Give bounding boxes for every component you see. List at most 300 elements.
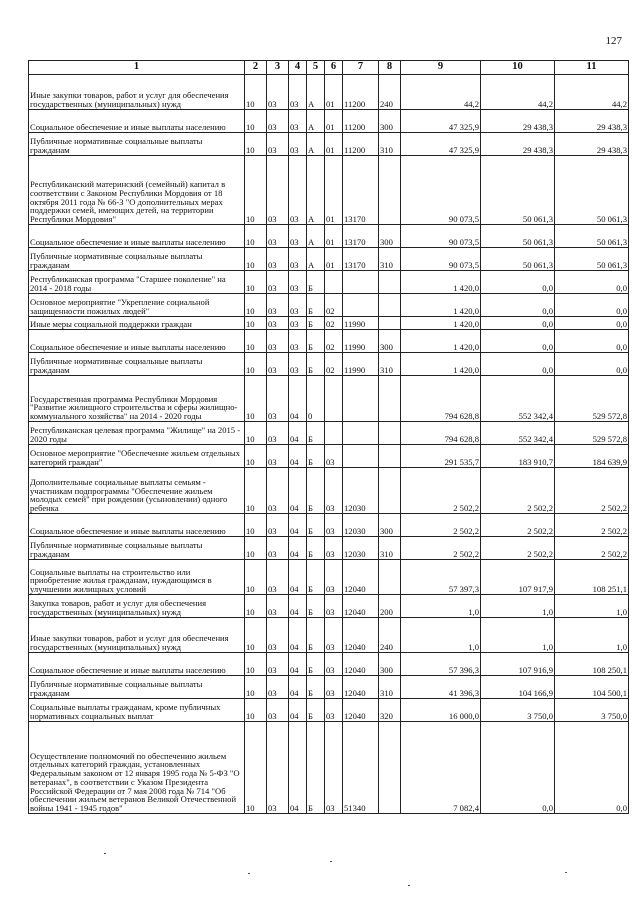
code-cell: 03 xyxy=(267,353,289,376)
code-cell: 03 xyxy=(325,468,343,514)
row-name-cell: Иные закупки товаров, работ и услуг для обеспечения государственных (муниципальных) нужд xyxy=(29,618,245,653)
code-cell: 01 xyxy=(325,156,343,225)
amount-cell: 1,0 xyxy=(481,595,555,618)
amount-cell: 2 502,2 xyxy=(555,537,629,560)
scan-speck xyxy=(104,853,106,854)
amount-cell: 0,0 xyxy=(481,722,555,814)
code-cell: Б xyxy=(307,653,325,676)
amount-cell: 50 061,3 xyxy=(555,156,629,225)
code-cell: 11990 xyxy=(343,330,379,353)
amount-cell: 1 420,0 xyxy=(401,317,481,330)
column-header: 7 xyxy=(343,61,379,75)
code-cell xyxy=(325,422,343,445)
code-cell: 320 xyxy=(379,699,401,722)
code-cell: 12030 xyxy=(343,537,379,560)
column-header: 4 xyxy=(289,61,307,75)
code-cell: 310 xyxy=(379,676,401,699)
code-cell xyxy=(379,156,401,225)
header-row xyxy=(29,61,629,75)
column-header: 10 xyxy=(481,61,555,75)
code-cell: 03 xyxy=(325,618,343,653)
code-cell xyxy=(379,376,401,422)
amount-cell: 50 061,3 xyxy=(481,248,555,271)
column-header: 11 xyxy=(555,61,629,75)
amount-cell: 50 061,3 xyxy=(481,156,555,225)
amount-cell: 0,0 xyxy=(555,294,629,317)
amount-cell: 3 750,0 xyxy=(481,699,555,722)
amount-cell: 1,0 xyxy=(401,618,481,653)
code-cell: 03 xyxy=(267,537,289,560)
code-cell: 13170 xyxy=(343,156,379,225)
table-row xyxy=(29,514,629,537)
row-name-cell: Публичные нормативные социальные выплаты гражданам xyxy=(29,676,245,699)
code-cell: 12040 xyxy=(343,560,379,595)
code-cell: 04 xyxy=(289,514,307,537)
amount-cell: 0,0 xyxy=(481,294,555,317)
code-cell: 03 xyxy=(289,225,307,248)
amount-cell: 50 061,3 xyxy=(555,248,629,271)
code-cell: А xyxy=(307,248,325,271)
code-cell xyxy=(325,271,343,294)
code-cell: 10 xyxy=(245,595,267,618)
table-row xyxy=(29,156,629,225)
table-row xyxy=(29,468,629,514)
code-cell: Б xyxy=(307,618,325,653)
budget-table xyxy=(28,60,629,814)
row-name-cell: Социальное обеспечение и иные выплаты населению xyxy=(29,110,245,133)
code-cell: Б xyxy=(307,294,325,317)
code-cell: 03 xyxy=(289,110,307,133)
code-cell: 03 xyxy=(267,653,289,676)
code-cell: 10 xyxy=(245,699,267,722)
row-name-cell: Социальное обеспечение и иные выплаты населению xyxy=(29,225,245,248)
amount-cell: 0,0 xyxy=(555,271,629,294)
code-cell: 03 xyxy=(267,376,289,422)
code-cell: 12040 xyxy=(343,653,379,676)
amount-cell: 3 750,0 xyxy=(555,699,629,722)
code-cell: 03 xyxy=(267,595,289,618)
table-row xyxy=(29,330,629,353)
table-row xyxy=(29,722,629,814)
code-cell: 03 xyxy=(289,271,307,294)
scan-speck xyxy=(330,861,332,862)
code-cell: 02 xyxy=(325,317,343,330)
row-name-cell: Публичные нормативные социальные выплаты гражданам xyxy=(29,353,245,376)
amount-cell: 2 502,2 xyxy=(401,468,481,514)
amount-cell: 1,0 xyxy=(555,595,629,618)
amount-cell: 107 917,9 xyxy=(481,560,555,595)
code-cell: 310 xyxy=(379,353,401,376)
code-cell xyxy=(379,294,401,317)
code-cell: 04 xyxy=(289,560,307,595)
row-name-cell: Основное мероприятие "Обеспечение жильем отдельных категорий граждан" xyxy=(29,445,245,468)
code-cell: 03 xyxy=(289,156,307,225)
amount-cell: 552 342,4 xyxy=(481,376,555,422)
code-cell: Б xyxy=(307,317,325,330)
row-name-cell: Социальное обеспечение и иные выплаты населению xyxy=(29,653,245,676)
code-cell xyxy=(343,422,379,445)
code-cell: 03 xyxy=(267,560,289,595)
amount-cell: 16 000,0 xyxy=(401,699,481,722)
code-cell: 10 xyxy=(245,514,267,537)
amount-cell: 2 502,2 xyxy=(555,514,629,537)
code-cell: 240 xyxy=(379,618,401,653)
code-cell: Б xyxy=(307,271,325,294)
amount-cell: 1 420,0 xyxy=(401,294,481,317)
code-cell: 10 xyxy=(245,330,267,353)
column-header: 2 xyxy=(245,61,267,75)
amount-cell: 29 438,3 xyxy=(481,110,555,133)
code-cell: 12040 xyxy=(343,699,379,722)
code-cell: 10 xyxy=(245,537,267,560)
table-row xyxy=(29,248,629,271)
code-cell: 11200 xyxy=(343,133,379,156)
column-header: 6 xyxy=(325,61,343,75)
code-cell: 03 xyxy=(267,722,289,814)
amount-cell: 0,0 xyxy=(481,353,555,376)
code-cell: А xyxy=(307,156,325,225)
amount-cell: 29 438,3 xyxy=(555,110,629,133)
code-cell: 03 xyxy=(289,133,307,156)
code-cell xyxy=(379,317,401,330)
amount-cell: 529 572,8 xyxy=(555,376,629,422)
code-cell: 300 xyxy=(379,110,401,133)
code-cell: 10 xyxy=(245,353,267,376)
code-cell: 03 xyxy=(267,330,289,353)
table-row xyxy=(29,699,629,722)
row-name-cell: Публичные нормативные социальные выплаты гражданам xyxy=(29,537,245,560)
code-cell: 10 xyxy=(245,294,267,317)
code-cell: Б xyxy=(307,676,325,699)
code-cell: 300 xyxy=(379,653,401,676)
amount-cell: 47 325,9 xyxy=(401,110,481,133)
row-name-cell: Закупка товаров, работ и услуг для обеспечения государственных (муниципальных) нужд xyxy=(29,595,245,618)
code-cell: 12030 xyxy=(343,468,379,514)
code-cell: 03 xyxy=(325,699,343,722)
code-cell: 300 xyxy=(379,330,401,353)
code-cell: 01 xyxy=(325,133,343,156)
code-cell: 12040 xyxy=(343,676,379,699)
code-cell: 310 xyxy=(379,537,401,560)
amount-cell: 552 342,4 xyxy=(481,422,555,445)
row-name-cell: Основное мероприятие "Укрепление социальной защищенности пожилых людей" xyxy=(29,294,245,317)
code-cell: 11200 xyxy=(343,110,379,133)
code-cell: 10 xyxy=(245,560,267,595)
amount-cell: 0,0 xyxy=(555,722,629,814)
code-cell: 04 xyxy=(289,445,307,468)
code-cell: 03 xyxy=(289,248,307,271)
amount-cell: 183 910,7 xyxy=(481,445,555,468)
amount-cell: 57 397,3 xyxy=(401,560,481,595)
code-cell: 0 xyxy=(307,376,325,422)
table-body xyxy=(29,75,629,814)
code-cell: 04 xyxy=(289,699,307,722)
code-cell: 10 xyxy=(245,722,267,814)
code-cell: Б xyxy=(307,330,325,353)
code-cell: 03 xyxy=(325,595,343,618)
code-cell: А xyxy=(307,110,325,133)
code-cell: 03 xyxy=(325,676,343,699)
code-cell: 04 xyxy=(289,422,307,445)
amount-cell: 0,0 xyxy=(481,317,555,330)
code-cell: 10 xyxy=(245,225,267,248)
code-cell xyxy=(379,722,401,814)
amount-cell: 47 325,9 xyxy=(401,133,481,156)
amount-cell: 44,2 xyxy=(555,75,629,110)
table-row xyxy=(29,445,629,468)
row-name-cell: Иные меры социальной поддержки граждан xyxy=(29,317,245,330)
code-cell: 03 xyxy=(267,75,289,110)
table-row xyxy=(29,353,629,376)
amount-cell: 2 502,2 xyxy=(401,514,481,537)
row-name-cell: Государственная программа Республики Мордовия "Развитие жилищного строительства и сферы жилищно-коммунального хозяйства" на 2014 - 2020 годы xyxy=(29,376,245,422)
code-cell: 03 xyxy=(325,560,343,595)
code-cell: 02 xyxy=(325,330,343,353)
amount-cell: 2 502,2 xyxy=(481,514,555,537)
amount-cell: 104 166,9 xyxy=(481,676,555,699)
column-header: 9 xyxy=(401,61,481,75)
amount-cell: 41 396,3 xyxy=(401,676,481,699)
code-cell: 10 xyxy=(245,248,267,271)
code-cell: 03 xyxy=(267,156,289,225)
amount-cell: 108 251,1 xyxy=(555,560,629,595)
amount-cell: 50 061,3 xyxy=(481,225,555,248)
code-cell: 04 xyxy=(289,653,307,676)
code-cell: 13170 xyxy=(343,225,379,248)
code-cell: Б xyxy=(307,514,325,537)
code-cell: 03 xyxy=(325,445,343,468)
table-row xyxy=(29,133,629,156)
code-cell xyxy=(343,271,379,294)
code-cell: 300 xyxy=(379,225,401,248)
column-header: 1 xyxy=(29,61,245,75)
code-cell: 13170 xyxy=(343,248,379,271)
code-cell: 12040 xyxy=(343,618,379,653)
column-header: 8 xyxy=(379,61,401,75)
table-row xyxy=(29,653,629,676)
amount-cell: 1 420,0 xyxy=(401,330,481,353)
code-cell: 04 xyxy=(289,618,307,653)
code-cell: 03 xyxy=(267,514,289,537)
row-name-cell: Публичные нормативные социальные выплаты гражданам xyxy=(29,248,245,271)
code-cell: Б xyxy=(307,537,325,560)
code-cell: 10 xyxy=(245,317,267,330)
table-row xyxy=(29,376,629,422)
table-row xyxy=(29,317,629,330)
code-cell: 04 xyxy=(289,468,307,514)
code-cell: 10 xyxy=(245,133,267,156)
table-row xyxy=(29,110,629,133)
amount-cell: 29 438,3 xyxy=(481,133,555,156)
code-cell: 03 xyxy=(289,294,307,317)
code-cell xyxy=(343,445,379,468)
code-cell xyxy=(379,445,401,468)
amount-cell: 1,0 xyxy=(555,618,629,653)
amount-cell: 1 420,0 xyxy=(401,353,481,376)
code-cell xyxy=(325,376,343,422)
code-cell: 03 xyxy=(267,699,289,722)
amount-cell: 29 438,3 xyxy=(555,133,629,156)
table-row xyxy=(29,560,629,595)
code-cell: 310 xyxy=(379,248,401,271)
amount-cell: 2 502,2 xyxy=(555,468,629,514)
amount-cell: 794 628,8 xyxy=(401,422,481,445)
code-cell: А xyxy=(307,75,325,110)
table-row xyxy=(29,422,629,445)
amount-cell: 44,2 xyxy=(401,75,481,110)
code-cell: 02 xyxy=(325,353,343,376)
amount-cell: 57 396,3 xyxy=(401,653,481,676)
code-cell: 51340 xyxy=(343,722,379,814)
code-cell: 03 xyxy=(267,294,289,317)
code-cell xyxy=(379,468,401,514)
amount-cell: 104 500,1 xyxy=(555,676,629,699)
table-row xyxy=(29,75,629,110)
scan-speck xyxy=(248,873,250,874)
amount-cell: 794 628,8 xyxy=(401,376,481,422)
code-cell: 03 xyxy=(267,422,289,445)
code-cell: Б xyxy=(307,353,325,376)
code-cell: 03 xyxy=(325,653,343,676)
code-cell: 01 xyxy=(325,248,343,271)
code-cell: 03 xyxy=(325,537,343,560)
row-name-cell: Социальное обеспечение и иные выплаты населению xyxy=(29,330,245,353)
code-cell: 01 xyxy=(325,225,343,248)
code-cell: Б xyxy=(307,422,325,445)
amount-cell: 0,0 xyxy=(555,353,629,376)
row-name-cell: Социальное обеспечение и иные выплаты населению xyxy=(29,514,245,537)
code-cell: 02 xyxy=(325,294,343,317)
code-cell xyxy=(379,560,401,595)
code-cell: 10 xyxy=(245,676,267,699)
code-cell: Б xyxy=(307,699,325,722)
amount-cell: 529 572,8 xyxy=(555,422,629,445)
code-cell: 03 xyxy=(267,468,289,514)
code-cell: 11990 xyxy=(343,353,379,376)
amount-cell: 90 073,5 xyxy=(401,225,481,248)
code-cell: 03 xyxy=(267,317,289,330)
amount-cell: 2 502,2 xyxy=(481,537,555,560)
code-cell: А xyxy=(307,225,325,248)
code-cell: 10 xyxy=(245,110,267,133)
code-cell: 10 xyxy=(245,376,267,422)
table-row xyxy=(29,595,629,618)
code-cell: 03 xyxy=(325,722,343,814)
code-cell: 03 xyxy=(289,330,307,353)
amount-cell: 50 061,3 xyxy=(555,225,629,248)
code-cell: 01 xyxy=(325,75,343,110)
code-cell: 04 xyxy=(289,595,307,618)
amount-cell: 0,0 xyxy=(555,330,629,353)
amount-cell: 1,0 xyxy=(401,595,481,618)
column-header: 3 xyxy=(267,61,289,75)
amount-cell: 90 073,5 xyxy=(401,248,481,271)
row-name-cell: Осуществление полномочий по обеспечению жильем отдельных категорий граждан, установленных Федеральным законом от 12 января 1995 года № 5-ФЗ "О ветеранах", в соответствии с Указом Президента Российской Федерации от 7 мая 2008 года № 714 "Об обеспечении жильем ветеранов Великой Отечественной войны 1941 - 1945 годов" xyxy=(29,722,245,814)
code-cell: 200 xyxy=(379,595,401,618)
amount-cell: 107 916,9 xyxy=(481,653,555,676)
code-cell: 03 xyxy=(267,248,289,271)
code-cell: 03 xyxy=(267,676,289,699)
amount-cell: 291 535,7 xyxy=(401,445,481,468)
code-cell: 04 xyxy=(289,537,307,560)
amount-cell: 0,0 xyxy=(555,317,629,330)
row-name-cell: Публичные нормативные социальные выплаты гражданам xyxy=(29,133,245,156)
code-cell xyxy=(379,271,401,294)
row-name-cell: Иные закупки товаров, работ и услуг для обеспечения государственных (муниципальных) нужд xyxy=(29,75,245,110)
amount-cell: 2 502,2 xyxy=(401,537,481,560)
code-cell: Б xyxy=(307,445,325,468)
code-cell: 03 xyxy=(267,271,289,294)
table-row xyxy=(29,271,629,294)
amount-cell: 90 073,5 xyxy=(401,156,481,225)
column-header: 5 xyxy=(307,61,325,75)
table-row xyxy=(29,225,629,248)
code-cell: 04 xyxy=(289,676,307,699)
code-cell: 310 xyxy=(379,133,401,156)
amount-cell: 184 639,9 xyxy=(555,445,629,468)
code-cell: 10 xyxy=(245,468,267,514)
row-name-cell: Республиканский материнский (семейный) капитал в соответствии с Законом Республики Мордовия от 18 октября 2011 года № 66-З "О дополнительных мерах поддержки семей, имеющих детей, на территории Республики Мордовия" xyxy=(29,156,245,225)
code-cell: Б xyxy=(307,468,325,514)
table-row xyxy=(29,294,629,317)
code-cell: 10 xyxy=(245,156,267,225)
code-cell: 10 xyxy=(245,271,267,294)
table-row xyxy=(29,537,629,560)
row-name-cell: Республиканская программа "Старшее поколение" на 2014 - 2018 годы xyxy=(29,271,245,294)
code-cell: 03 xyxy=(267,225,289,248)
row-name-cell: Социальные выплаты на строительство или приобретение жилья гражданам, нуждающимся в улучшении жилищных условий xyxy=(29,560,245,595)
code-cell: 10 xyxy=(245,422,267,445)
scan-speck xyxy=(408,885,410,886)
code-cell xyxy=(379,422,401,445)
code-cell: 03 xyxy=(325,514,343,537)
amount-cell: 1 420,0 xyxy=(401,271,481,294)
code-cell: 01 xyxy=(325,110,343,133)
code-cell: 10 xyxy=(245,75,267,110)
amount-cell: 7 082,4 xyxy=(401,722,481,814)
table-row xyxy=(29,676,629,699)
row-name-cell: Социальные выплаты гражданам, кроме публичных нормативных социальных выплат xyxy=(29,699,245,722)
amount-cell: 0,0 xyxy=(481,271,555,294)
code-cell: Б xyxy=(307,595,325,618)
table-row xyxy=(29,618,629,653)
amount-cell: 108 250,1 xyxy=(555,653,629,676)
code-cell: 10 xyxy=(245,618,267,653)
code-cell: 04 xyxy=(289,722,307,814)
amount-cell: 0,0 xyxy=(481,330,555,353)
code-cell: 240 xyxy=(379,75,401,110)
code-cell: 300 xyxy=(379,514,401,537)
page-number: 127 xyxy=(605,35,622,47)
code-cell: 04 xyxy=(289,376,307,422)
code-cell: 11990 xyxy=(343,317,379,330)
code-cell: 10 xyxy=(245,653,267,676)
code-cell: 12030 xyxy=(343,514,379,537)
code-cell: Б xyxy=(307,560,325,595)
code-cell: 03 xyxy=(267,110,289,133)
amount-cell: 2 502,2 xyxy=(481,468,555,514)
code-cell: 12040 xyxy=(343,595,379,618)
code-cell: 03 xyxy=(267,133,289,156)
code-cell: 03 xyxy=(267,445,289,468)
row-name-cell: Дополнительные социальные выплаты семьям - участникам подпрограммы "Обеспечение жильем молодых семей" при рождении (усыновлении) одного ребенка xyxy=(29,468,245,514)
code-cell: 03 xyxy=(267,618,289,653)
code-cell: 03 xyxy=(289,317,307,330)
code-cell: Б xyxy=(307,722,325,814)
row-name-cell: Республиканская целевая программа "Жилище" на 2015 - 2020 годы xyxy=(29,422,245,445)
code-cell: А xyxy=(307,133,325,156)
code-cell: 11200 xyxy=(343,75,379,110)
